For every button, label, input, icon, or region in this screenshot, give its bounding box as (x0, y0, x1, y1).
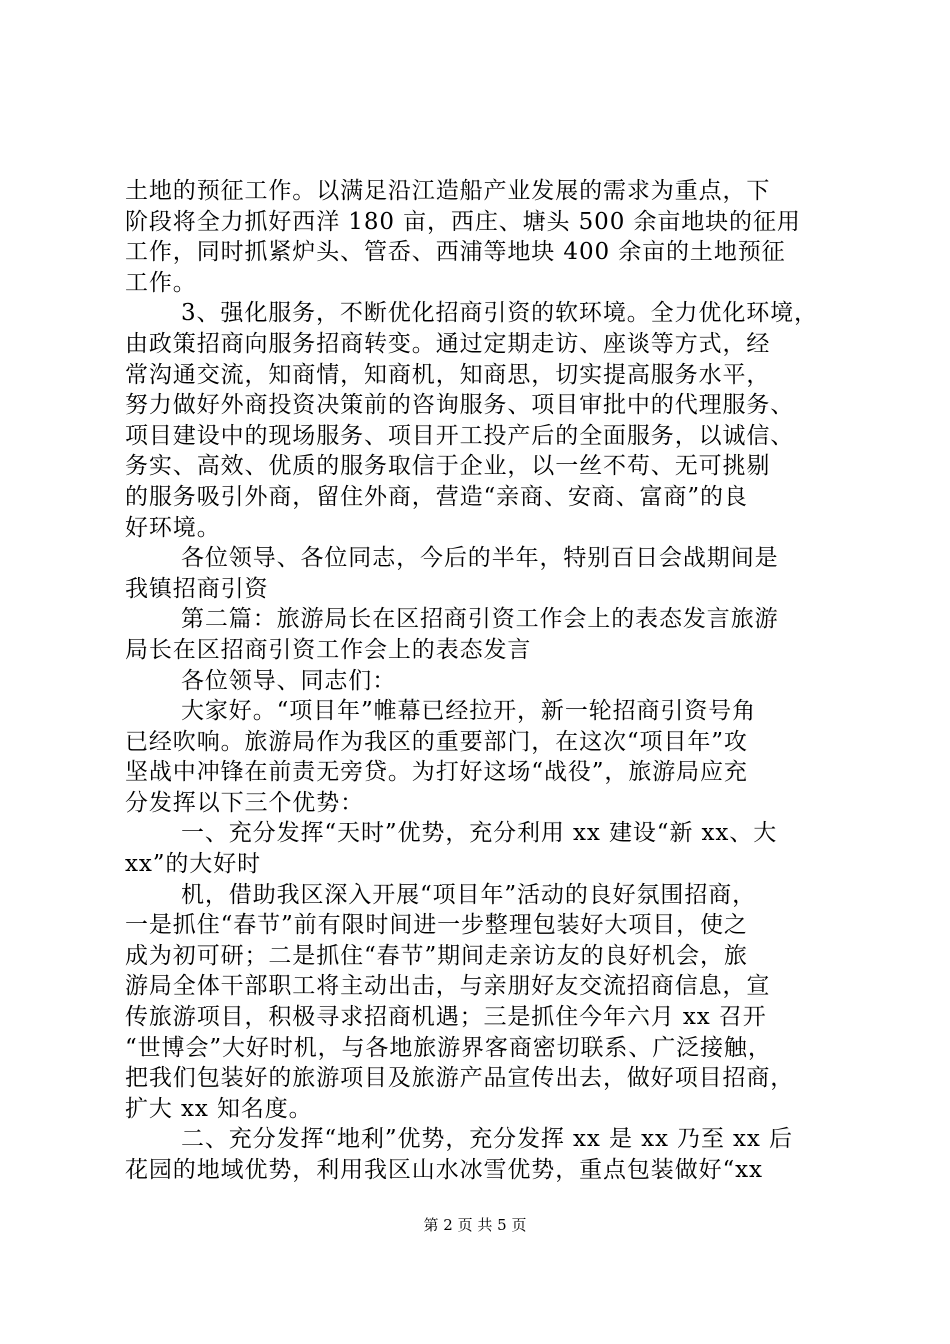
text-line: 各位领导、各位同志，今后的半年，特别百日会战期间是 (181, 545, 779, 572)
text-line: 已经吹响。旅游局作为我区的重要部门，在这次“项目年”攻 (125, 728, 748, 755)
text-line: 成为初可研；二是抓住“春节”期间走亲访友的良好机会，旅 (125, 942, 748, 969)
text-line: 我镇招商引资 (125, 575, 269, 602)
page-footer: 第 2 页 共 5 页 (423, 1216, 527, 1234)
text-line: 好环境。 (125, 514, 221, 541)
text-line: 努力做好外商投资决策前的咨询服务、项目审批中的代理服务、 (125, 392, 795, 419)
text-line: 务实、高效、优质的服务取信于企业，以一丝不苟、无可挑剔 (125, 453, 771, 480)
text-line: 坚战中冲锋在前责无旁贷。为打好这场“战役”，旅游局应充 (125, 759, 748, 786)
text-line: xx”的大好时 (125, 851, 262, 878)
document-body (125, 176, 835, 1186)
text-line: “世博会”大好时机，与各地旅游界客商密切联系、广泛接触， (125, 1034, 772, 1061)
text-line: 花园的地域优势，利用我区山水冰雪优势，重点包装做好“xx (125, 1157, 763, 1183)
text-line: 游局全体干部职工将主动出击，与亲朋好友交流招商信息，宣 (125, 973, 771, 1000)
text-line: 扩大 xx 知名度。 (125, 1095, 313, 1122)
text-line: 工作。 (125, 269, 197, 296)
text-line: 大家好。“项目年”帷幕已经拉开，新一轮招商引资号角 (181, 698, 757, 725)
text-line: 常沟通交流，知商情，知商机，知商思，切实提高服务水平， (125, 361, 771, 388)
text-line: 项目建设中的现场服务、项目开工投产后的全面服务，以诚信、 (125, 422, 795, 449)
text-line: 由政策招商向服务招商转变。通过定期走访、座谈等方式，经 (125, 330, 771, 357)
text-line: 把我们包装好的旅游项目及旅游产品宣传出去，做好项目招商， (125, 1065, 795, 1092)
text-line: 土地的预征工作。以满足沿江造船产业发展的需求为重点，下 (125, 178, 771, 204)
text-line: 阶段将全力抓好西洋 180 亩，西庄、塘头 500 余亩地块的征用 (125, 208, 801, 235)
text-line: 工作，同时抓紧炉头、管岙、西浦等地块 400 余亩的土地预征 (125, 239, 786, 266)
text-line: 一是抓住“春节”前有限时间进一步整理包装好大项目，使之 (125, 912, 748, 939)
text-line: 的服务吸引外商，留住外商，营造“亲商、安商、富商”的良 (125, 483, 748, 510)
text-line: 一、充分发挥“天时”优势，充分利用 xx 建设“新 xx、大 (181, 820, 778, 847)
text-line: 分发挥以下三个优势： (125, 789, 364, 816)
text-line: 各位领导、同志们： (181, 667, 397, 694)
text-line: 3、强化服务，不断优化招商引资的软环境。全力优化环境， (181, 300, 818, 327)
text-line: 第二篇：旅游局长在区招商引资工作会上的表态发言旅游 (181, 606, 779, 633)
text-line: 机，借助我区深入开展“项目年”活动的良好氛围招商， (181, 881, 757, 908)
text-line: 传旅游项目，积极寻求招商机遇；三是抓住今年六月 xx 召开 (125, 1004, 767, 1031)
text-line: 二、充分发挥“地利”优势，充分发挥 xx 是 xx 乃至 xx 后 (181, 1126, 793, 1153)
text-line: 局长在区招商引资工作会上的表态发言 (125, 636, 532, 663)
